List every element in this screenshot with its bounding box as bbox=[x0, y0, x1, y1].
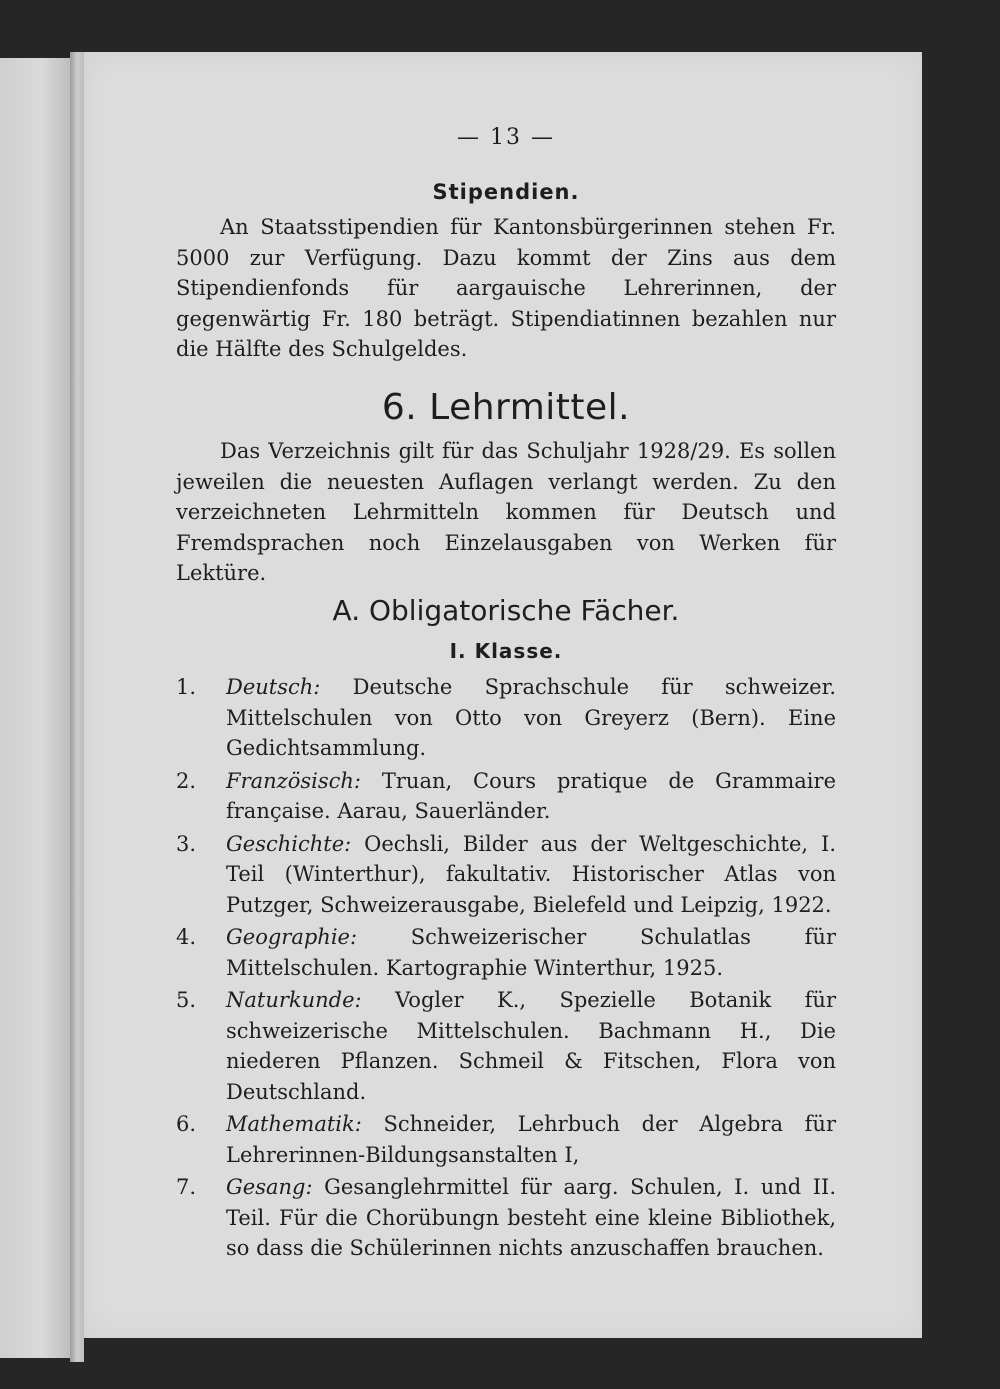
list-item bbox=[176, 1172, 836, 1264]
list-item-text: Truan, Cours pratique de Grammaire française. Aarau, Sauerländer. bbox=[226, 768, 836, 823]
klasse-heading: I. Klasse. bbox=[449, 639, 563, 663]
page-number: — 13 — bbox=[457, 125, 555, 150]
list-item-text: Vogler K., Spezielle Botanik für schweizerische Mittelschulen. Bachmann H., Die niederen Pflanzen. Schmeil & Fitschen, Flora von Deutschland. bbox=[226, 988, 836, 1104]
list-item-text: Deutsche Sprachschule für schweizer. Mittelschulen von Otto von Greyerz (Bern). Eine Gedichtsammlung. bbox=[226, 675, 836, 760]
stipendien-paragraph: An Staatsstipendien für Kantonsbürgerinnen stehen Fr. 5000 zur Verfügung. Dazu kommt der Zins aus dem Stipendienfonds für aargauische Lehrerinnen, der gegenwärtig Fr. 180 beträgt. Stipendiatinnen bezahlen nur die Hälfte des Schulgeldes. bbox=[176, 215, 836, 361]
lehrmittel-heading: 6. Lehrmittel. bbox=[381, 387, 631, 428]
book-page bbox=[84, 52, 922, 1338]
list-item-subject: Französisch: bbox=[226, 768, 382, 793]
list-item bbox=[176, 985, 836, 1107]
list-item-text: Schweizerischer Schulatlas für Mittelschulen. Kartographie Winterthur, 1925. bbox=[226, 925, 836, 980]
list-item-number: 3. bbox=[176, 831, 197, 856]
list-item-number: 5. bbox=[176, 988, 197, 1012]
list-item bbox=[176, 829, 836, 921]
lehrmittel-paragraph: Das Verzeichnis gilt für das Schuljahr 1928/29. Es sollen jeweilen die neuesten Auflagen verlangt werden. Zu den verzeichneten Lehrmitteln kommen für Deutsch und Fremdsprachen noch Einzelausgaben von Werken für Lektüre. bbox=[176, 439, 836, 585]
stipendien-heading: Stipendien. bbox=[432, 180, 580, 204]
book-gutter bbox=[70, 52, 84, 1362]
obligatorische-faecher-heading: A. Obligatorische Fächer. bbox=[332, 594, 680, 627]
list-item-subject: Gesang: bbox=[226, 1175, 325, 1199]
list-item-text: Schneider, Lehrbuch der Algebra für Lehrerinnen-Bildungsanstalten I, bbox=[226, 1112, 836, 1167]
list-item-text: Oechsli, Bilder aus der Weltgeschichte, I. Teil (Winterthur), fakultativ. Historischer Atlas von Putzger, Schweizerausgabe, Bielefeld und Leipzig, 1922. bbox=[226, 831, 836, 917]
list-item-subject: Geographie: bbox=[226, 925, 411, 949]
list-item-number: 6. bbox=[176, 1112, 197, 1136]
list-item-subject: Naturkunde: bbox=[226, 988, 396, 1012]
left-page-edge bbox=[0, 58, 70, 1358]
list-item bbox=[176, 672, 836, 764]
list-item bbox=[176, 922, 836, 983]
list-item bbox=[176, 1109, 836, 1170]
list-item-number: 4. bbox=[176, 925, 197, 949]
lehrmittel-list bbox=[176, 672, 836, 1266]
list-item-number: 7. bbox=[176, 1175, 197, 1199]
list-item-subject: Geschichte: bbox=[226, 831, 365, 856]
list-item-number: 2. bbox=[176, 768, 197, 793]
list-item-subject: Deutsch: bbox=[226, 675, 353, 699]
list-item-subject: Mathematik: bbox=[226, 1112, 384, 1136]
list-item bbox=[176, 766, 836, 827]
list-item-text: Gesanglehrmittel für aarg. Schulen, I. und II. Teil. Für die Chorübungn besteht eine kleine Bibliothek, so dass die Schülerinnen nichts anzuschaffen brauchen. bbox=[226, 1175, 836, 1260]
list-item-number: 1. bbox=[176, 675, 197, 699]
